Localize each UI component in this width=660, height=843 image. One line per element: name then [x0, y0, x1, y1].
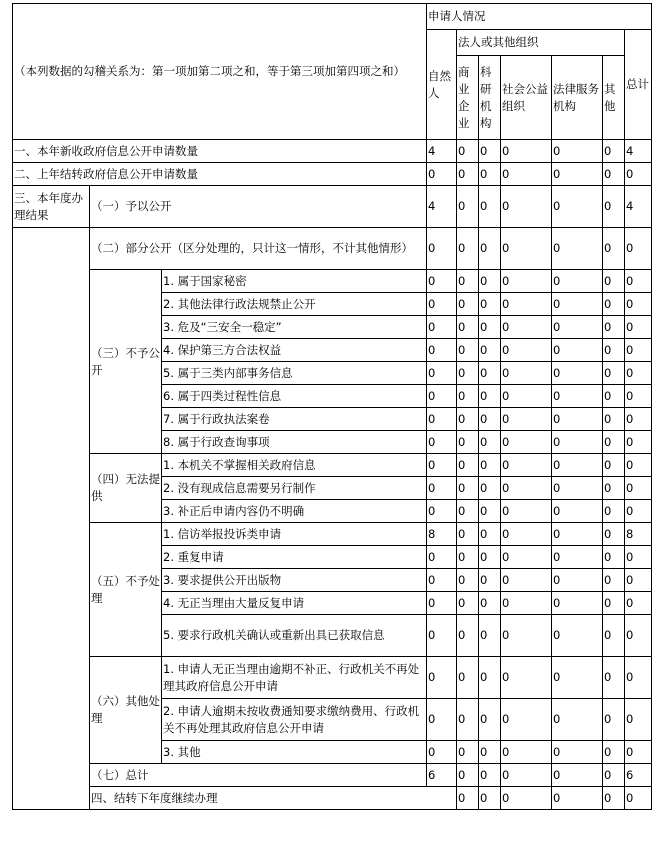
item-label: 3. 危及“三安全一稳定” [162, 316, 427, 339]
cell-value: 0 [427, 316, 457, 339]
cell-value: 0 [457, 477, 479, 500]
table-row [13, 228, 652, 270]
cell-value: 0 [603, 163, 625, 186]
cell-value: 0 [479, 431, 501, 454]
item-label: 5. 属于三类内部事务信息 [162, 362, 427, 385]
item-label: 6. 属于四类过程性信息 [162, 385, 427, 408]
cell-value: 0 [625, 163, 652, 186]
item-label: 5. 要求行政机关确认或重新出具已获取信息 [162, 615, 427, 657]
cell-value: 0 [457, 500, 479, 523]
col-commercial: 商业企业 [457, 56, 479, 140]
cell-value: 0 [552, 592, 603, 615]
cell-value: 0 [501, 477, 552, 500]
cell-value: 0 [501, 787, 552, 810]
cell-value: 0 [625, 316, 652, 339]
cell-value: 0 [479, 163, 501, 186]
item-label: 2. 重复申请 [162, 546, 427, 569]
table-row [13, 764, 652, 787]
cell-value: 0 [457, 523, 479, 546]
cell-value: 0 [603, 500, 625, 523]
cell-value: 0 [479, 787, 501, 810]
header-note: （本列数据的勾稽关系为：第一项加第二项之和，等于第三项加第四项之和） [13, 4, 427, 140]
cell-value: 0 [479, 699, 501, 741]
cell-value: 0 [552, 431, 603, 454]
cell-value: 0 [479, 228, 501, 270]
cell-value: 0 [501, 186, 552, 228]
item-label: 4. 保护第三方合法权益 [162, 339, 427, 362]
cell-value: 0 [552, 615, 603, 657]
cell-value: 0 [457, 228, 479, 270]
cell-value: 0 [427, 408, 457, 431]
cell-value: 0 [427, 615, 457, 657]
table-row [13, 140, 652, 163]
cell-value: 0 [427, 339, 457, 362]
cell-value: 0 [457, 186, 479, 228]
cell-value: 0 [625, 293, 652, 316]
cell-value: 0 [479, 339, 501, 362]
cell-value: 0 [479, 741, 501, 764]
cell-value: 0 [552, 228, 603, 270]
cell-value: 0 [479, 293, 501, 316]
cell-value: 0 [501, 163, 552, 186]
cell-value: 0 [603, 699, 625, 741]
row-label: 二、上年结转政府信息公开申请数量 [13, 163, 427, 186]
cell-value: 0 [552, 362, 603, 385]
cell-value: 0 [603, 523, 625, 546]
cell-value: 0 [479, 140, 501, 163]
cell-value: 4 [427, 140, 457, 163]
cell-value: 0 [625, 431, 652, 454]
cell-value: 0 [501, 500, 552, 523]
section-3-spacer [13, 228, 90, 810]
cell-value: 0 [479, 477, 501, 500]
cell-value: 0 [479, 523, 501, 546]
cell-value: 0 [501, 741, 552, 764]
cell-value: 0 [501, 657, 552, 699]
cell-value: 0 [479, 385, 501, 408]
cell-value: 0 [427, 477, 457, 500]
cell-value: 0 [501, 270, 552, 293]
cell-value: 0 [625, 362, 652, 385]
cell-value: 0 [501, 569, 552, 592]
cell-value: 0 [625, 615, 652, 657]
item-label: 1. 信访举报投诉类申请 [162, 523, 427, 546]
cell-value: 0 [552, 339, 603, 362]
cell-value: 0 [457, 362, 479, 385]
col-natural-person: 自然人 [427, 30, 457, 140]
cell-value: 0 [603, 787, 625, 810]
cell-value: 0 [603, 592, 625, 615]
cell-value: 0 [552, 500, 603, 523]
cell-value: 0 [457, 431, 479, 454]
cell-value: 0 [427, 228, 457, 270]
cell-value: 0 [603, 764, 625, 787]
row-label: 一、本年新收政府信息公开申请数量 [13, 140, 427, 163]
cell-value: 0 [552, 477, 603, 500]
cell-value: 0 [501, 764, 552, 787]
cell-value: 0 [427, 431, 457, 454]
cell-value: 0 [625, 500, 652, 523]
cell-value: 0 [603, 657, 625, 699]
cell-value: 0 [552, 270, 603, 293]
cell-value: 0 [552, 764, 603, 787]
cell-value: 0 [427, 293, 457, 316]
cell-value: 0 [479, 592, 501, 615]
col-research: 科研机构 [479, 56, 501, 140]
cell-value: 0 [457, 699, 479, 741]
cell-value: 0 [427, 699, 457, 741]
cell-value: 0 [625, 477, 652, 500]
cell-value: 0 [552, 546, 603, 569]
group-label: （四）无法提供 [90, 454, 162, 523]
cell-value: 0 [552, 523, 603, 546]
group-label: （六）其他处理 [90, 657, 162, 764]
cell-value: 0 [479, 615, 501, 657]
cell-value: 0 [427, 270, 457, 293]
cell-value: 0 [501, 431, 552, 454]
section-3-label: 三、本年度办理结果 [13, 186, 90, 228]
item-label: 2. 申请人逾期未按收费通知要求缴纳费用、行政机关不再处理其政府信息公开申请 [162, 699, 427, 741]
cell-value: 0 [552, 657, 603, 699]
cell-value: 0 [625, 408, 652, 431]
cell-value: 0 [501, 699, 552, 741]
cell-value: 0 [479, 316, 501, 339]
cell-value: 0 [457, 408, 479, 431]
item-label: 7. 属于行政执法案卷 [162, 408, 427, 431]
col-legal-service: 法律服务机构 [552, 56, 603, 140]
cell-value: 0 [501, 362, 552, 385]
cell-value: 0 [552, 408, 603, 431]
row-label: 四、结转下年度继续办理 [90, 787, 457, 810]
cell-value: 6 [625, 764, 652, 787]
cell-value: 0 [457, 764, 479, 787]
cell-value: 0 [603, 270, 625, 293]
cell-value: 0 [552, 163, 603, 186]
row-label: （七）总计 [90, 764, 427, 787]
cell-value: 0 [479, 408, 501, 431]
cell-value: 0 [625, 546, 652, 569]
table-row [13, 657, 652, 699]
cell-value: 0 [625, 339, 652, 362]
cell-value: 0 [552, 293, 603, 316]
cell-value: 0 [603, 385, 625, 408]
cell-value: 0 [625, 569, 652, 592]
cell-value: 0 [552, 140, 603, 163]
cell-value: 0 [479, 186, 501, 228]
cell-value: 0 [552, 699, 603, 741]
cell-value: 0 [457, 741, 479, 764]
cell-value: 0 [427, 362, 457, 385]
table-row [13, 270, 652, 293]
cell-value: 0 [479, 546, 501, 569]
cell-value: 4 [427, 186, 457, 228]
cell-value: 0 [427, 569, 457, 592]
item-label: 1. 属于国家秘密 [162, 270, 427, 293]
cell-value: 0 [501, 228, 552, 270]
cell-value: 0 [501, 454, 552, 477]
col-other: 其他 [603, 56, 625, 140]
cell-value: 0 [603, 431, 625, 454]
item-label: 4. 无正当理由大量反复申请 [162, 592, 427, 615]
cell-value: 0 [625, 454, 652, 477]
cell-value: 0 [457, 140, 479, 163]
cell-value: 0 [603, 454, 625, 477]
row-label: （一）予以公开 [90, 186, 427, 228]
cell-value: 0 [457, 163, 479, 186]
cell-value: 0 [501, 615, 552, 657]
cell-value: 0 [427, 592, 457, 615]
table-row [13, 186, 652, 228]
table-row [13, 787, 652, 810]
cell-value: 0 [479, 454, 501, 477]
cell-value: 0 [427, 546, 457, 569]
cell-value: 0 [603, 569, 625, 592]
cell-value: 0 [603, 316, 625, 339]
cell-value: 0 [479, 270, 501, 293]
cell-value: 0 [625, 699, 652, 741]
cell-value: 0 [552, 186, 603, 228]
cell-value: 0 [501, 293, 552, 316]
cell-value: 0 [501, 339, 552, 362]
cell-value: 0 [603, 615, 625, 657]
cell-value: 0 [603, 228, 625, 270]
cell-value: 0 [457, 293, 479, 316]
cell-value: 0 [625, 592, 652, 615]
cell-value: 0 [457, 339, 479, 362]
cell-value: 0 [479, 764, 501, 787]
item-label: 2. 其他法律行政法规禁止公开 [162, 293, 427, 316]
cell-value: 0 [603, 546, 625, 569]
cell-value: 0 [603, 408, 625, 431]
item-label: 1. 本机关不掌握相关政府信息 [162, 454, 427, 477]
cell-value: 0 [552, 385, 603, 408]
statistics-table [12, 3, 652, 810]
group-label: （三）不予公开 [90, 270, 162, 454]
cell-value: 0 [603, 477, 625, 500]
cell-value: 8 [427, 523, 457, 546]
cell-value: 0 [501, 408, 552, 431]
table-row [13, 163, 652, 186]
cell-value: 0 [457, 316, 479, 339]
cell-value: 0 [479, 500, 501, 523]
col-social: 社会公益组织 [501, 56, 552, 140]
cell-value: 0 [479, 657, 501, 699]
cell-value: 0 [501, 546, 552, 569]
cell-value: 0 [457, 569, 479, 592]
table-row [13, 454, 652, 477]
cell-value: 0 [427, 385, 457, 408]
item-label: 2. 没有现成信息需要另行制作 [162, 477, 427, 500]
item-label: 3. 其他 [162, 741, 427, 764]
group-label: （五）不予处理 [90, 523, 162, 657]
cell-value: 0 [552, 787, 603, 810]
col-total: 总计 [625, 30, 652, 140]
cell-value: 0 [457, 615, 479, 657]
cell-value: 0 [457, 546, 479, 569]
cell-value: 0 [501, 523, 552, 546]
cell-value: 0 [625, 385, 652, 408]
cell-value: 0 [552, 569, 603, 592]
item-label: 8. 属于行政查询事项 [162, 431, 427, 454]
cell-value: 0 [603, 339, 625, 362]
cell-value: 0 [457, 270, 479, 293]
cell-value: 0 [552, 316, 603, 339]
cell-value: 0 [552, 454, 603, 477]
table-row [13, 523, 652, 546]
cell-value: 0 [552, 741, 603, 764]
item-label: 3. 补正后申请内容仍不明确 [162, 500, 427, 523]
cell-value: 0 [501, 592, 552, 615]
cell-value: 0 [625, 228, 652, 270]
cell-value: 0 [625, 270, 652, 293]
cell-value: 0 [479, 569, 501, 592]
cell-value: 0 [625, 657, 652, 699]
cell-value: 8 [625, 523, 652, 546]
cell-value: 4 [625, 140, 652, 163]
cell-value: 0 [479, 362, 501, 385]
cell-value: 0 [603, 140, 625, 163]
cell-value: 0 [603, 186, 625, 228]
cell-value: 0 [427, 657, 457, 699]
cell-value: 0 [457, 385, 479, 408]
cell-value: 6 [427, 764, 457, 787]
item-label: 1. 申请人无正当理由逾期不补正、行政机关不再处理其政府信息公开申请 [162, 657, 427, 699]
cell-value: 0 [457, 454, 479, 477]
cell-value: 0 [457, 657, 479, 699]
cell-value: 0 [501, 385, 552, 408]
cell-value: 0 [603, 741, 625, 764]
cell-value: 0 [625, 741, 652, 764]
item-label: 3. 要求提供公开出版物 [162, 569, 427, 592]
cell-value: 0 [501, 140, 552, 163]
cell-value: 0 [603, 293, 625, 316]
cell-value: 4 [625, 186, 652, 228]
cell-value: 0 [427, 741, 457, 764]
header-applicant-situation: 申请人情况 [427, 4, 652, 30]
header-legal-person-group: 法人或其他组织 [457, 30, 625, 56]
cell-value: 0 [457, 592, 479, 615]
cell-value: 0 [427, 163, 457, 186]
cell-value: 0 [427, 454, 457, 477]
cell-value: 0 [427, 500, 457, 523]
cell-value: 0 [625, 787, 652, 810]
cell-value: 0 [501, 316, 552, 339]
cell-value: 0 [457, 787, 479, 810]
row-label: （二）部分公开（区分处理的，只计这一情形，不计其他情形） [90, 228, 427, 270]
cell-value: 0 [603, 362, 625, 385]
